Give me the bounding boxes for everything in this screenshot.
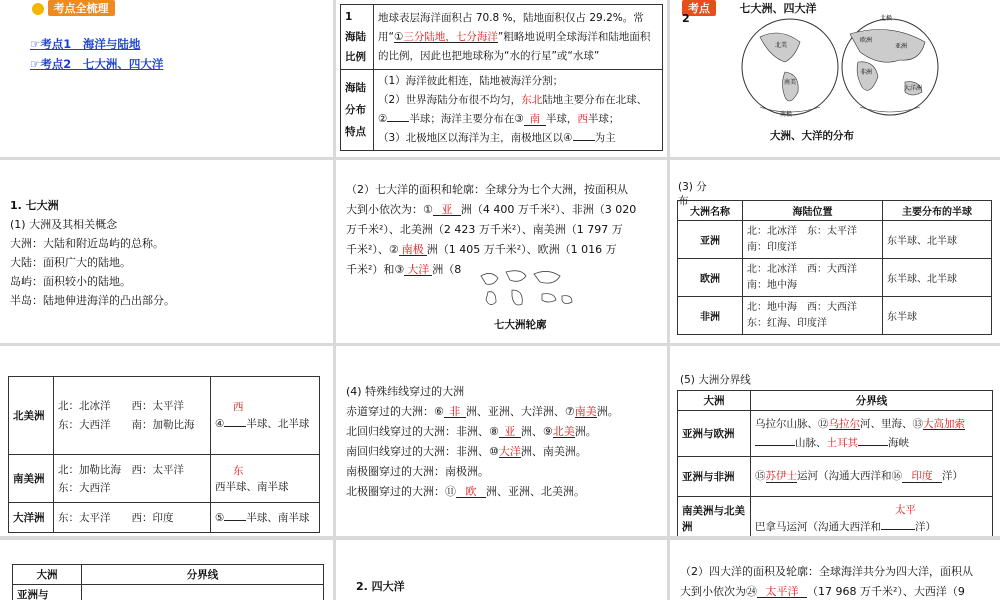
slide-four-oceans <box>336 540 667 600</box>
map-label: 非洲 <box>860 69 873 76</box>
toc-header-label: 考点全梳理 <box>48 0 115 16</box>
text-line: 大到小依次为：① 亚 洲（4 400 万千米²）、非洲（3 020 <box>346 203 637 216</box>
table-row <box>341 5 663 70</box>
table-row: 欧洲 北：北冰洋 西：大西洋 南：地中海 东半球、北半球 <box>678 259 992 297</box>
slide-latitude-lines <box>336 346 667 536</box>
section-title: 2. 四大洋 <box>356 580 405 593</box>
text-line: 岛屿：面积较小的陆地。 <box>10 275 131 288</box>
text-line: 千米²）、② 南极 洲（1 405 万千米²）、欧洲（1 016 万 <box>346 243 617 256</box>
map-caption: 大洲、大洋的分布 <box>770 130 854 142</box>
toc-link-topic1[interactable]: ☞考点1 海洋与陆地 <box>30 37 141 51</box>
continent-outline-image <box>476 266 576 316</box>
toc-header <box>32 0 115 16</box>
table-row: 北美洲 北：北冰洋 西：太平洋 东：大西洋 南：加勒比海 西 ④ 半球、北半球 <box>9 377 320 455</box>
section-title: 1. 七大洲 <box>10 199 59 212</box>
boundary-table-cont <box>12 564 324 600</box>
table-row: 亚洲与非洲 ⑮苏伊士运河（沟通大西洋和⑯ 印度 洋） <box>678 457 993 497</box>
row-label: 海陆 分布 特点 <box>341 70 374 151</box>
map-label: 南美 <box>784 79 797 86</box>
table-row: 南美洲 北：加勒比海 西：太平洋 东：大西洋 东 西半球、南半球 <box>9 455 320 503</box>
text-line: 万千米²）、北美洲（2 423 万千米²）、南美洲（1 797 万 <box>346 223 623 236</box>
boundary-table <box>677 390 993 536</box>
slide-ocean-areas <box>670 540 1000 600</box>
text-line: 千米²）和③ 大洋 洲（8 <box>346 263 462 276</box>
text-line: 南极圈穿过的大洲：南极洲。 <box>346 465 489 478</box>
text-line: 大洲：大陆和附近岛屿的总称。 <box>10 237 164 250</box>
row-label: 1 海陆 比例 <box>341 5 374 70</box>
section-title: (4) 特殊纬线穿过的大洲 <box>346 385 465 398</box>
table-header-row: 大洲 分界线 <box>13 565 324 585</box>
table-row: 亚洲 北：北冰洋 东：太平洋 南：印度洋 东半球、北半球 <box>678 221 992 259</box>
table-row: 南美洲与北美洲 太平 巴拿马运河（沟通大西洋和 洋） <box>678 497 993 537</box>
map-label: 北极 <box>880 15 893 22</box>
map-label: 北美 <box>775 42 788 49</box>
table-row <box>341 70 663 151</box>
map-label: 欧洲 <box>860 37 873 44</box>
distribution-table-cont <box>8 376 320 533</box>
section-tag: 考点 七大洲、四大洋 <box>682 0 817 16</box>
text-line: 赤道穿过的大洲：⑥ 非 洲、亚洲、大洋洲、⑦南美洲。 <box>346 405 619 418</box>
slide-continent-areas <box>336 160 667 343</box>
row-content: （1）海洋彼此相连，陆地被海洋分割； （2）世界海陆分布很不均匀，东北陆地主要分布在北球、 ② 半球；海洋主要分布在③ 南 半球，西半球； （3）北极地区以海洋为主，南极地区以④ 为主 <box>374 70 663 151</box>
row-content: 地球表层海洋面积占 70.8 %，陆地面积仅占 29.2%。常用“①三分陆地，七分海洋”粗略地说明全球海洋和陆地面积的比例，因此也把地球称为“水的行星”或“水球” <box>374 5 663 70</box>
text-line: 半岛：陆地伸进海洋的凸出部分。 <box>10 294 175 307</box>
slide-toc <box>0 0 333 157</box>
text-line: 北回归线穿过的大洲：非洲、⑧ 亚 洲、⑨北美洲。 <box>346 425 597 438</box>
text-line: 南回归线穿过的大洲：非洲、⑩大洋洲、南美洲。 <box>346 445 587 458</box>
slide-boundaries-cont <box>0 540 333 600</box>
bullet-icon <box>32 3 44 15</box>
table-header-row: 大洲名称 海陆位置 主要分布的半球 <box>678 201 992 221</box>
table-header-row: 大洲 分界线 <box>678 391 993 411</box>
map-label: 亚洲 <box>895 43 908 50</box>
pen-icon: ☞ <box>30 37 41 51</box>
slide-seven-continents <box>0 160 333 343</box>
world-map <box>740 12 940 122</box>
answer-blank: ①三分陆地，七分海洋 <box>393 30 498 43</box>
section-number: 2 <box>682 12 690 25</box>
table-row: 亚洲与欧洲 乌拉尔山脉、⑫乌拉尔河、里海、⑬大高加索 山脉、土耳其 海峡 <box>678 411 993 457</box>
section-title: (3) 分布 <box>678 181 707 207</box>
slide-continents-oceans <box>670 0 1000 157</box>
distribution-table <box>677 200 992 335</box>
slide-distribution-table-cont <box>0 346 333 536</box>
table-row: 亚洲与 <box>13 585 324 600</box>
text-line: 北极圈穿过的大洲：⑪ 欧 洲、亚洲、北美洲。 <box>346 485 585 498</box>
slide-land-sea <box>336 0 667 157</box>
map-label: 南极 <box>780 111 793 118</box>
text-line: (1) 大洲及其相关概念 <box>10 218 118 231</box>
text-line: （2）四大洋的面积及轮廓：全球海洋共分为四大洋，面积从 <box>680 565 973 578</box>
land-sea-table <box>340 4 663 151</box>
outline-caption: 七大洲轮廓 <box>494 319 547 331</box>
table-row: 非洲 北：地中海 西：大西洋 东：红海、印度洋 东半球 <box>678 297 992 335</box>
map-label: 大洋洲 <box>904 85 923 92</box>
text-line: （2）七大洋的面积和轮廓：全球分为七个大洲，按面积从 <box>346 183 628 196</box>
slide-boundaries <box>670 346 1000 536</box>
section-title: (5) 大洲分界线 <box>680 374 751 386</box>
toc-link-topic2[interactable]: ☞考点2 七大洲、四大洋 <box>30 57 164 71</box>
pen-icon: ☞ <box>30 57 41 71</box>
slide-distribution-table <box>670 160 1000 343</box>
table-row: 大洋洲 东：太平洋 西：印度 ⑤ 半球、南半球 <box>9 503 320 533</box>
text-line: 大到小依次为㉔ 太平洋 （17 968 万千米²）、大西洋（9 <box>680 585 965 598</box>
text-line: 大陆：面积广大的陆地。 <box>10 256 131 269</box>
